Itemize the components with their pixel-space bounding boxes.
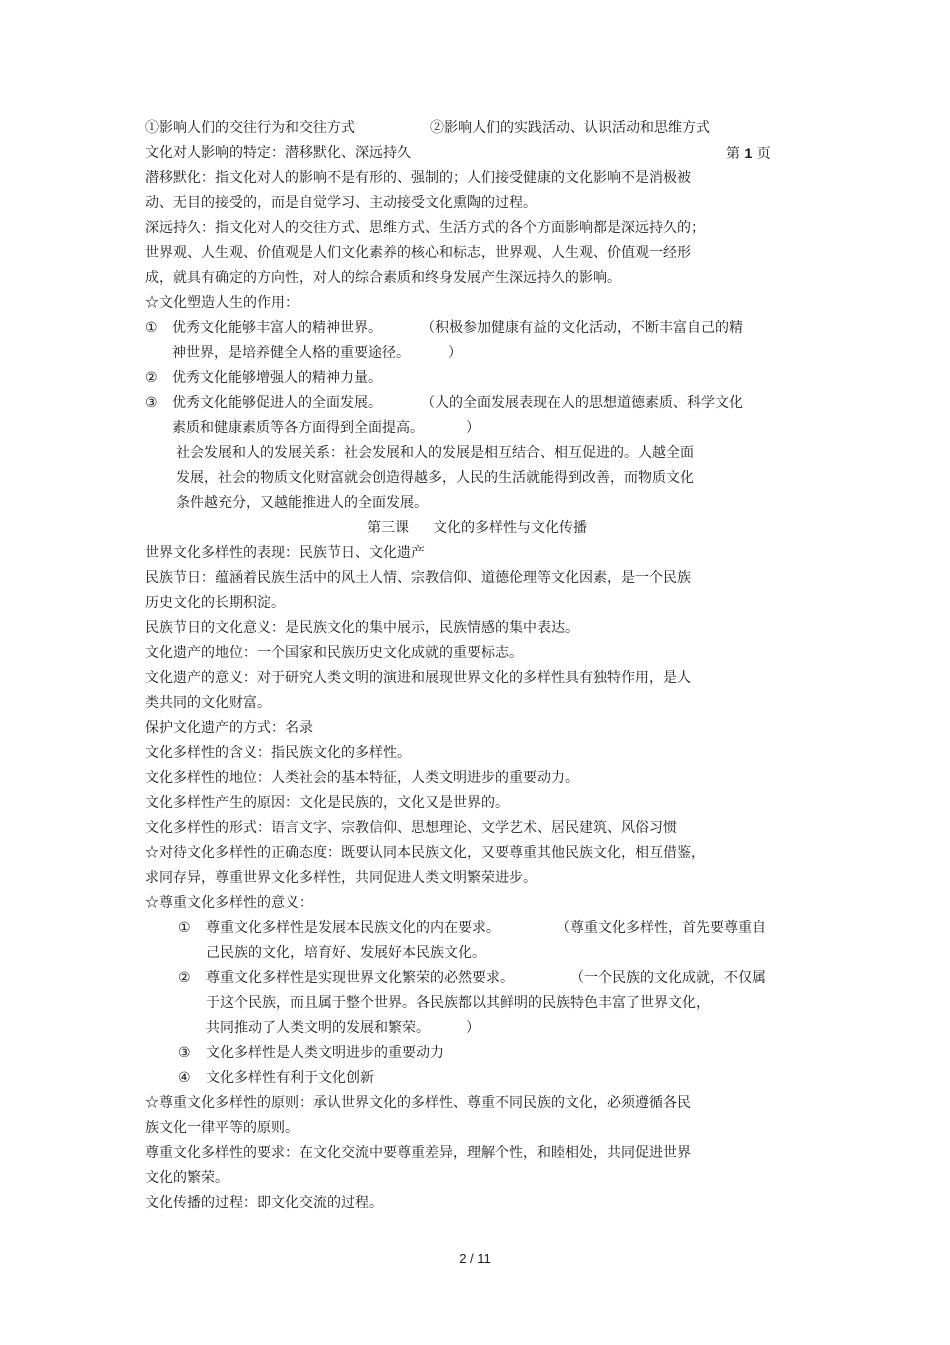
text-line: 类共同的文化财富。 bbox=[145, 695, 271, 711]
list-marker: ① bbox=[145, 320, 158, 336]
text-line: （一个民族的文化成就，不仅属 bbox=[570, 970, 766, 986]
text-line: 素质和健康素质等各方面得到全面提高。 bbox=[172, 420, 424, 436]
page-footer: 2 / 11 bbox=[459, 1251, 491, 1266]
text-line: 族文化一律平等的原则。 bbox=[145, 1120, 299, 1136]
text-line: （人的全面发展表现在人的思想道德素质、科学文化 bbox=[421, 395, 743, 411]
text-line: 民族节日：蕴涵着民族生活中的风土人情、宗教信仰、道德伦理等文化因素，是一个民族 bbox=[145, 570, 691, 586]
text-line: 己民族的文化，培育好、发展好本民族文化。 bbox=[206, 945, 486, 961]
text-line: 动、无目的接受的，而是自觉学习、主动接受文化熏陶的过程。 bbox=[145, 195, 537, 211]
page-mark-prefix: 第 bbox=[726, 146, 740, 162]
text-line: 潜移默化：指文化对人的影响不是有形的、强制的；人们接受健康的文化影响不是消极被 bbox=[145, 170, 691, 186]
list-marker: ③ bbox=[178, 1045, 191, 1061]
text-line: ☆尊重文化多样性的原则：承认世界文化的多样性、尊重不同民族的文化，必须遵循各民 bbox=[145, 1095, 691, 1111]
list-marker: ② bbox=[178, 970, 191, 986]
list-marker: ④ bbox=[178, 1070, 191, 1086]
lesson-title: 文化的多样性与文化传播 bbox=[433, 520, 587, 536]
text-line: 于这个民族，而且属于整个世界。各民族都以其鲜明的民族特色丰富了世界文化， bbox=[206, 995, 710, 1011]
text-line: 文化遗产的意义：对于研究人类文明的演进和展现世界文化的多样性具有独特作用，是人 bbox=[145, 670, 691, 686]
text-line: ☆文化塑造人生的作用： bbox=[145, 295, 299, 311]
text-line: 文化多样性有利于文化创新 bbox=[206, 1070, 374, 1086]
list-marker: ② bbox=[145, 370, 158, 386]
text-line: 文化对人影响的特定：潜移默化、深远持久 bbox=[145, 145, 411, 161]
text-line: 文化的繁荣。 bbox=[145, 1170, 229, 1186]
text-line: 民族节日的文化意义：是民族文化的集中展示，民族情感的集中表达。 bbox=[145, 620, 579, 636]
text-line: ☆尊重文化多样性的意义： bbox=[145, 895, 313, 911]
list-marker: ③ bbox=[145, 395, 158, 411]
text-line: ） bbox=[466, 1020, 480, 1036]
text-line: 文化多样性的地位：人类社会的基本特征，人类文明进步的重要动力。 bbox=[145, 770, 579, 786]
text-line: 文化传播的过程：即文化交流的过程。 bbox=[145, 1195, 383, 1211]
text-line: 文化多样性是人类文明进步的重要动力 bbox=[206, 1045, 444, 1061]
text-line: （积极参加健康有益的文化活动，不断丰富自己的精 bbox=[421, 320, 743, 336]
text-line: 尊重文化多样性是发展本民族文化的内在要求。 bbox=[206, 920, 500, 936]
text-line: 成，就具有确定的方向性，对人的综合素质和终身发展产生深远持久的影响。 bbox=[145, 270, 621, 286]
text-line: 保护文化遗产的方式：名录 bbox=[145, 720, 313, 736]
text-line: 历史文化的长期积淀。 bbox=[145, 595, 285, 611]
list-marker: ① bbox=[178, 920, 191, 936]
text-line: 社会发展和人的发展关系：社会发展和人的发展是相互结合、相互促进的。人越全面 bbox=[176, 445, 694, 461]
text-line: 文化遗产的地位：一个国家和民族历史文化成就的重要标志。 bbox=[145, 645, 523, 661]
text-line: ②影响人们的实践活动、认识活动和思维方式 bbox=[430, 120, 710, 136]
text-line: 发展，社会的物质文化财富就会创造得越多，人民的生活就能得到改善，而物质文化 bbox=[176, 470, 694, 486]
text-line: ） bbox=[466, 420, 480, 436]
text-line: 文化多样性的形式：语言文字、宗教信仰、思想理论、文学艺术、居民建筑、风俗习惯 bbox=[145, 820, 677, 836]
page-mark-suffix: 页 bbox=[756, 146, 771, 162]
page-mark bbox=[726, 143, 771, 164]
text-line: 文化多样性产生的原因：文化是民族的，文化又是世界的。 bbox=[145, 795, 509, 811]
text-line: （尊重文化多样性，首先要尊重自 bbox=[556, 920, 766, 936]
text-line: 世界观、人生观、价值观是人们文化素养的核心和标志，世界观、人生观、价值观一经形 bbox=[145, 245, 691, 261]
text-line: 神世界，是培养健全人格的重要途径。 bbox=[172, 345, 410, 361]
text-line: ） bbox=[448, 345, 462, 361]
text-line: ☆对待文化多样性的正确态度：既要认同本民族文化，又要尊重其他民族文化，相互借鉴， bbox=[145, 845, 705, 861]
text-line: 优秀文化能够丰富人的精神世界。 bbox=[172, 320, 382, 336]
text-line: 世界文化多样性的表现：民族节日、文化遗产 bbox=[145, 545, 425, 561]
text-line: ①影响人们的交往行为和交往方式 bbox=[145, 120, 355, 136]
text-line: 优秀文化能够增强人的精神力量。 bbox=[172, 370, 382, 386]
text-line: 尊重文化多样性的要求：在文化交流中要尊重差异，理解个性，和睦相处，共同促进世界 bbox=[145, 1145, 691, 1161]
page-mark-number: 1 bbox=[744, 145, 753, 161]
text-line: 优秀文化能够促进人的全面发展。 bbox=[172, 395, 382, 411]
text-line: 求同存异，尊重世界文化多样性，共同促进人类文明繁荣进步。 bbox=[145, 870, 537, 886]
text-line: 文化多样性的含义：指民族文化的多样性。 bbox=[145, 745, 411, 761]
text-line: 尊重文化多样性是实现世界文化繁荣的必然要求。 bbox=[206, 970, 514, 986]
text-line: 条件越充分，又越能推进人的全面发展。 bbox=[176, 495, 428, 511]
lesson-number: 第三课 bbox=[367, 520, 409, 536]
text-line: 深远持久：指文化对人的交往方式、思维方式、生活方式的各个方面影响都是深远持久的； bbox=[145, 220, 705, 236]
text-line: 共同推动了人类文明的发展和繁荣。 bbox=[206, 1020, 430, 1036]
